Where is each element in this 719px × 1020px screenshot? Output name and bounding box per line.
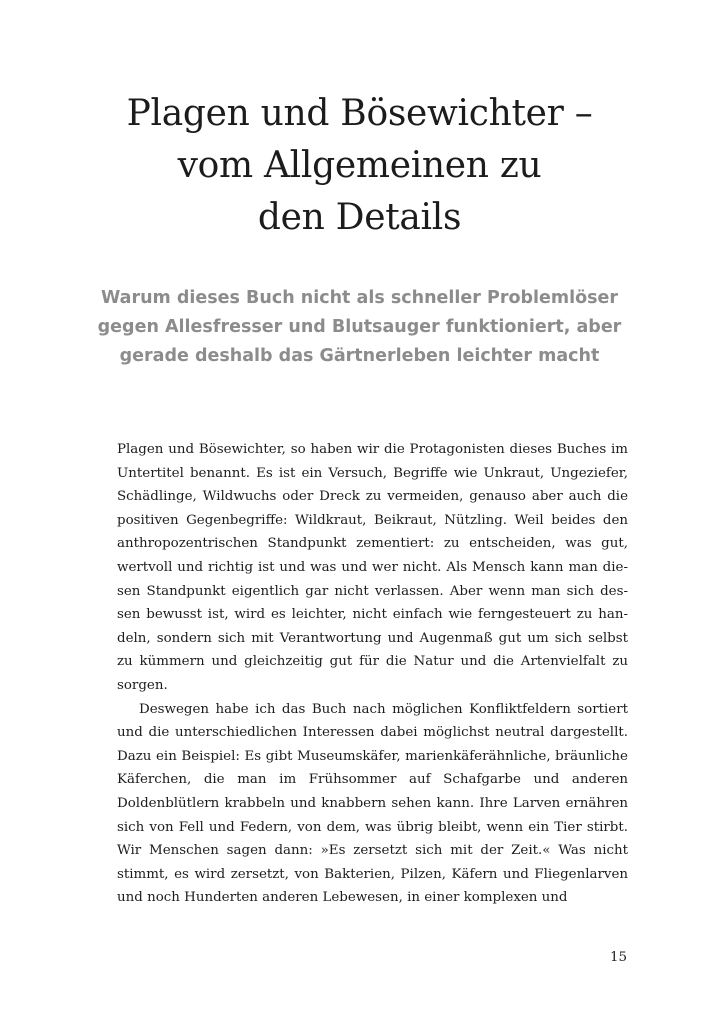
paragraph: Plagen und Bösewichter, so haben wir die Protagonisten dieses Buches im Untertitel benannt. Es ist ein Versuch, Begriffe wie Unkraut, Ungeziefer, Schädlinge, Wildwuchs oder Dreck zu vermeiden, genauso aber auch die positiven Gegenbegriffe: Wildkraut, Beikraut, Nützling. Weil beides den anthropozentrischen Standpunkt zementiert: zu entscheiden, was gut, wertvoll und richtig ist und was und wer nicht. Als Mensch kann man diesen Standpunkt eigentlich gar nicht verlassen. Aber wenn man sich dessen bewusst ist, wird es leichter, nicht einfach wie ferngesteuert zu handeln, sondern sich mit Verantwortung und Augenmaß gut um sich selbst zu kümmern und gleichzeitig gut für die Natur und die Artenvielfalt zu sorgen.	[117, 442, 628, 693]
chapter-subtitle	[78, 284, 641, 371]
paragraph: Deswegen habe ich das Buch nach möglichen Konfliktfeldern sortiert und die unterschiedlichen Interessen dabei möglichst neutral dargestellt. Dazu ein Beispiel: Es gibt Museumskäfer, marienkäferähnliche, bräunliche Käferchen, die man im Frühsommer auf Schafgarbe und anderen Doldenblütlern krabbeln und knabbern sehen kann. Ihre Larven ernähren sich von Fell und Federn, von dem, was übrig bleibt, wenn ein Tier stirbt. Wir Menschen sagen dann: »Es zersetzt sich mit der Zeit.« Was nicht stimmt, es wird zersetzt, von Bakterien, Pilzen, Käfern und Fliegenlarven und noch Hunderten anderen Lebewesen, in einer komplexen und	[117, 701, 628, 906]
chapter-subtitle-line: gerade deshalb das Gärtnerleben leichter macht	[119, 346, 600, 366]
chapter-subtitle-line: gegen Allesfresser und Blutsauger funktioniert, aber	[97, 317, 622, 337]
chapter-title-line: Plagen und Bösewichter –	[126, 93, 593, 134]
chapter-subtitle-line: Warum dieses Buch nicht als schneller Problemlöser	[100, 288, 619, 308]
chapter-title-line: vom Allgemeinen zu	[177, 145, 542, 186]
page-number: 15	[609, 950, 627, 965]
chapter-title	[60, 88, 659, 244]
chapter-title-line: den Details	[257, 197, 462, 238]
body-text	[117, 438, 628, 910]
